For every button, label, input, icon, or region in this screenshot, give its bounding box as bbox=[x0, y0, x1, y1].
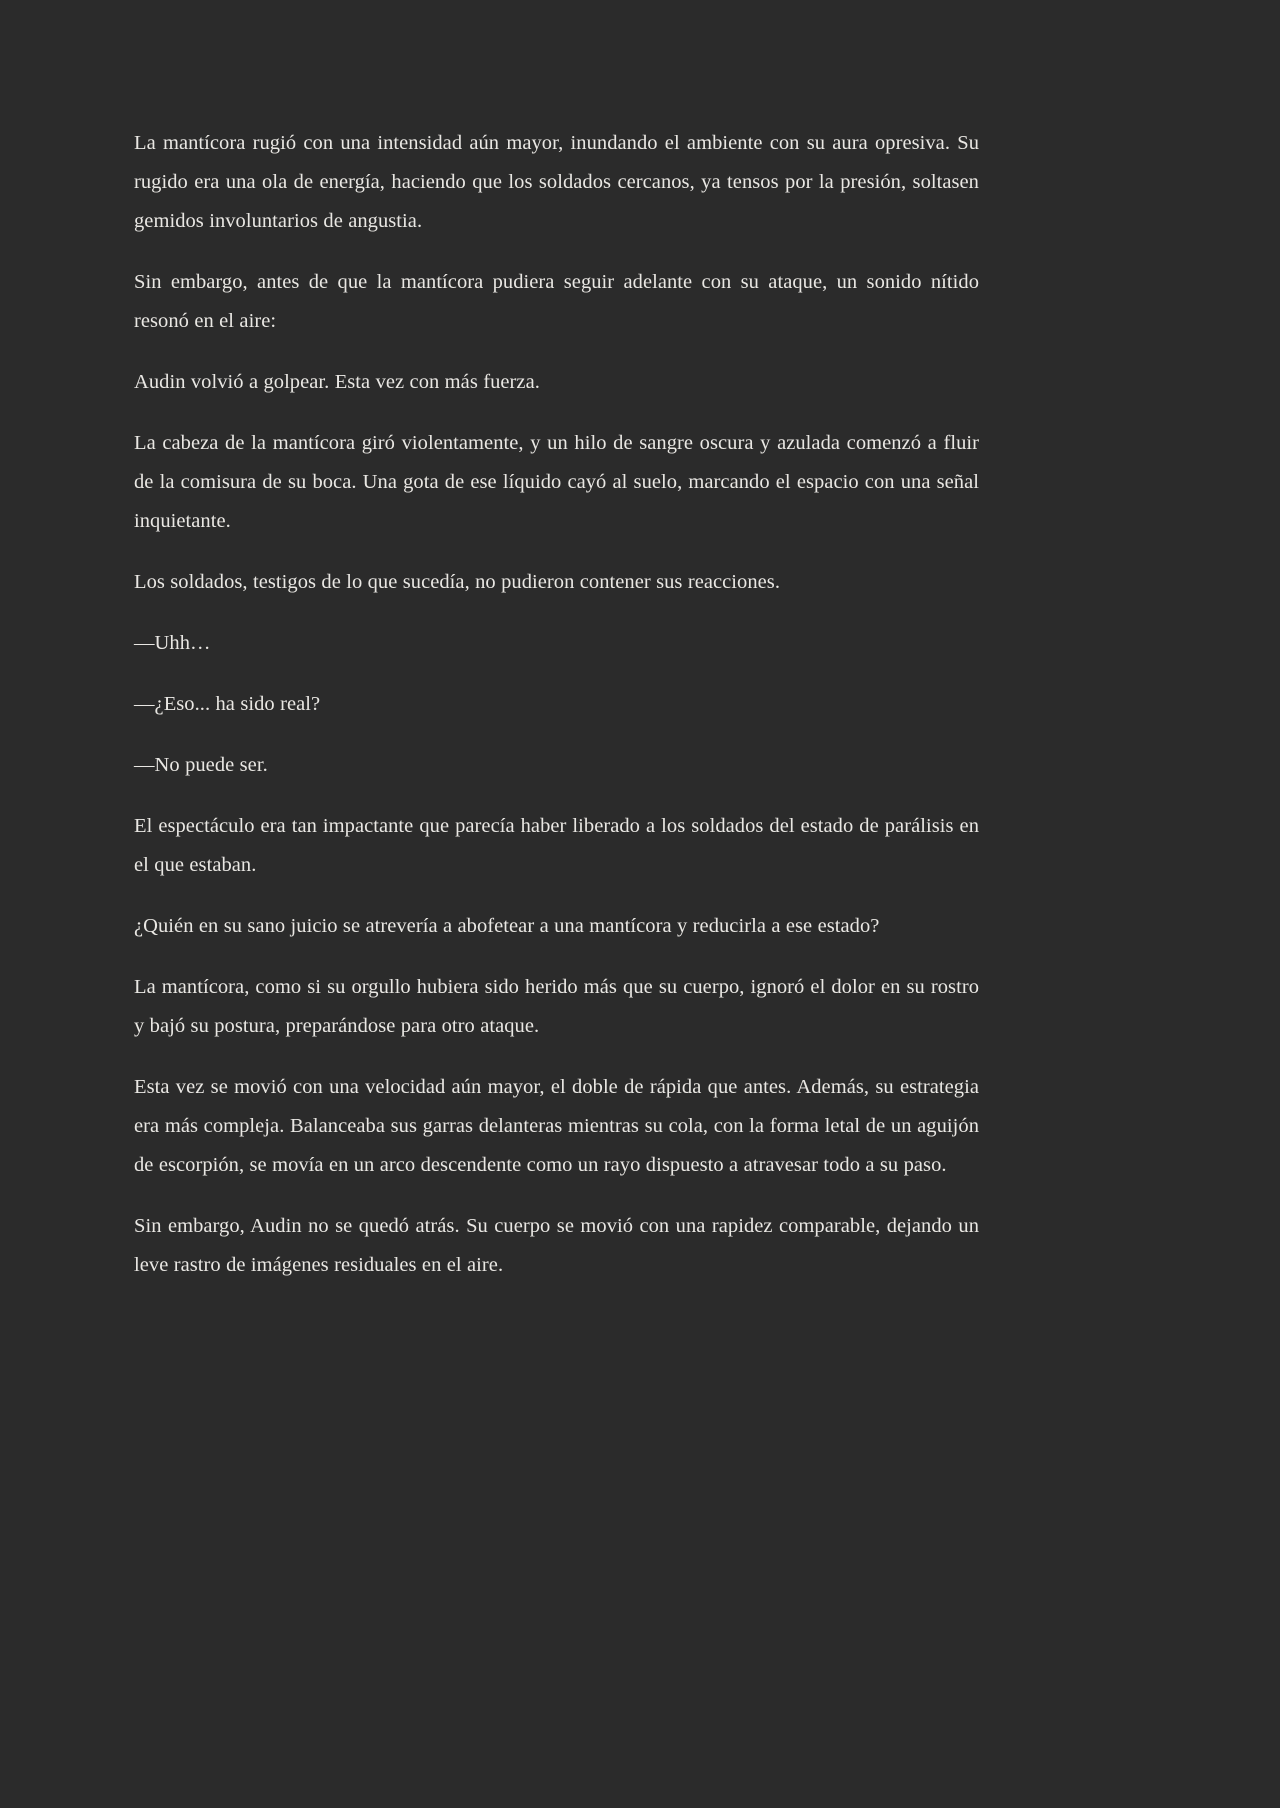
paragraph: La mantícora, como si su orgullo hubiera sido herido más que su cuerpo, ignoró el dolor en su rostro y bajó su postura, preparándose para otro ataque. bbox=[134, 976, 979, 1037]
paragraph: Esta vez se movió con una velocidad aún mayor, el doble de rápida que antes. Además, su estrategia era más compleja. Balanceaba sus garras delanteras mientras su cola, con la forma letal de un aguijón de escorpión, se movía en un arco descendente como un rayo dispuesto a atravesar todo a su paso. bbox=[134, 1076, 979, 1176]
paragraph: Los soldados, testigos de lo que sucedía, no pudieron contener sus reacciones. bbox=[134, 571, 780, 593]
paragraph: La mantícora rugió con una intensidad aún mayor, inundando el ambiente con su aura opresiva. Su rugido era una ola de energía, haciendo que los soldados cercanos, ya tensos por la presión, soltasen gemidos involuntarios de angustia. bbox=[134, 132, 979, 232]
paragraph: La cabeza de la mantícora giró violentamente, y un hilo de sangre oscura y azulada comenzó a fluir de la comisura de su boca. Una gota de ese líquido cayó al suelo, marcando el espacio con una señal inquietante. bbox=[134, 432, 979, 532]
paragraph: Sin embargo, antes de que la mantícora pudiera seguir adelante con su ataque, un sonido nítido resonó en el aire: bbox=[134, 271, 979, 332]
paragraph: Audin volvió a golpear. Esta vez con más fuerza. bbox=[134, 371, 540, 393]
dialogue-line: —No puede ser. bbox=[134, 754, 268, 776]
paragraph: ¿Quién en su sano juicio se atrevería a abofetear a una mantícora y reducirla a ese estado? bbox=[134, 915, 880, 937]
dialogue-line: —¿Eso... ha sido real? bbox=[134, 693, 321, 715]
paragraph: Sin embargo, Audin no se quedó atrás. Su cuerpo se movió con una rapidez comparable, dejando un leve rastro de imágenes residuales en el aire. bbox=[134, 1215, 979, 1276]
dialogue-line: —Uhh… bbox=[134, 632, 211, 654]
chapter-text-body bbox=[134, 124, 979, 1285]
paragraph: El espectáculo era tan impactante que parecía haber liberado a los soldados del estado de parálisis en el que estaban. bbox=[134, 815, 979, 876]
